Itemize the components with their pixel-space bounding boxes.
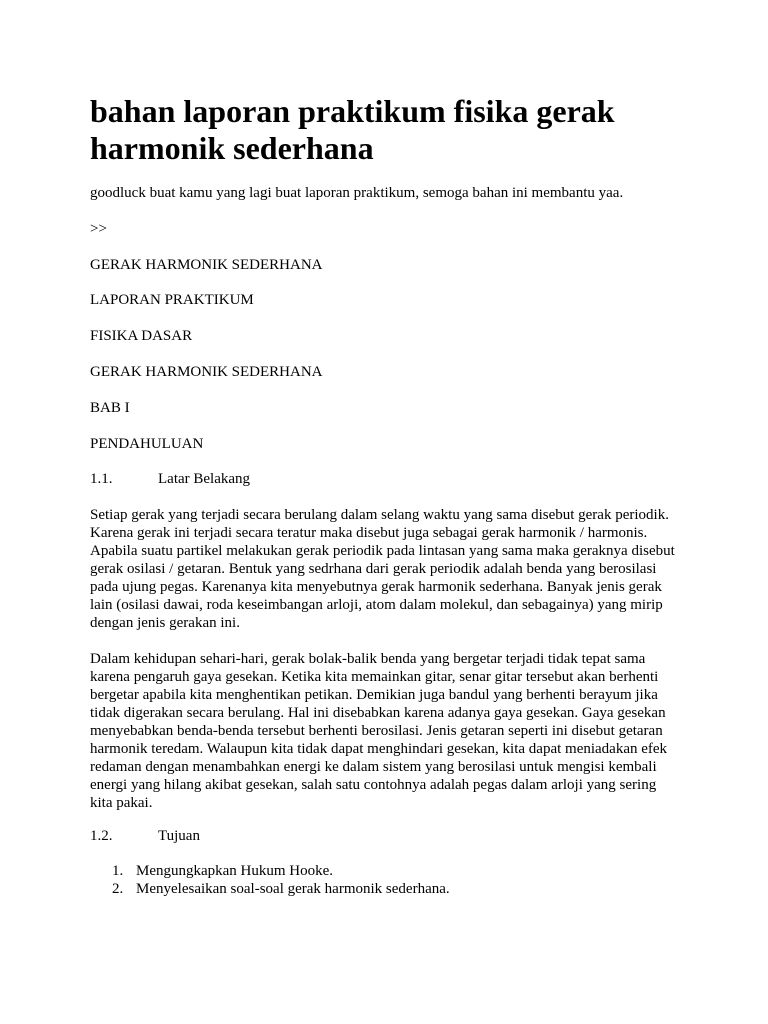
list-text: Mengungkapkan Hukum Hooke. bbox=[136, 863, 334, 879]
paragraph-latar-belakang bbox=[90, 506, 680, 632]
paragraph-line: energi yang hilang akibat gesekan, salah satu contohnya adalah pegas dalam arloji yang sering bbox=[90, 777, 657, 793]
list-number: 2. bbox=[112, 881, 124, 897]
paragraph-line: Dalam kehidupan sehari-hari, gerak bolak-balik benda yang bergetar terjadi tidak tepat sama bbox=[90, 651, 646, 667]
paragraph-line: lain (osilasi dawai, roda keseimbangan arloji, atom dalam molekul, dan sebagainya) yang mirip bbox=[90, 597, 663, 613]
heading-pendahuluan: PENDAHULUAN bbox=[90, 436, 204, 452]
paragraph-line: menyebabkan benda-benda tersebut berhenti berosilasi. Jenis getaran seperti ini disebut getaran bbox=[90, 723, 663, 739]
list-item bbox=[112, 862, 450, 880]
arrow-marker: >> bbox=[90, 221, 107, 237]
heading-laporan-praktikum: LAPORAN PRAKTIKUM bbox=[90, 292, 254, 308]
paragraph-line: Setiap gerak yang terjadi secara berulang dalam selang waktu yang sama disebut gerak periodik. bbox=[90, 507, 669, 523]
section-label: Latar Belakang bbox=[158, 471, 251, 487]
heading-fisika-dasar: FISIKA DASAR bbox=[90, 328, 193, 344]
heading-bab: BAB I bbox=[90, 400, 130, 416]
section-number: 1.2. bbox=[90, 828, 113, 844]
paragraph-line: pada ujung pegas. Karenanya kita menyebutnya gerak harmonik sederhana. Banyak jenis gerak bbox=[90, 579, 662, 595]
paragraph-line: dengan jenis gerakan ini. bbox=[90, 615, 240, 631]
paragraph-line: redaman dengan menambahkan energi ke dalam sistem yang berosilasi untuk mengisi kembali bbox=[90, 759, 657, 775]
heading-gerak-harmonik: GERAK HARMONIK SEDERHANA bbox=[90, 257, 323, 273]
paragraph-line: harmonik teredam. Walaupun kita tidak dapat menghindari gesekan, kita dapat meniadakan efek bbox=[90, 741, 668, 757]
section-heading-latar-belakang bbox=[90, 470, 250, 488]
paragraph-line: karena pengaruh gaya gesekan. Ketika kita memainkan gitar, senar gitar tersebut akan berhenti bbox=[90, 669, 659, 685]
list-item bbox=[112, 880, 450, 898]
paragraph-line: tidak digerakan secara berulang. Hal ini disebabkan karena adanya gaya gesekan. Gaya gesekan bbox=[90, 705, 666, 721]
paragraph-line: kita pakai. bbox=[90, 795, 153, 811]
intro-text: goodluck buat kamu yang lagi buat laporan praktikum, semoga bahan ini membantu yaa. bbox=[90, 185, 624, 201]
paragraph-line: Karena gerak ini terjadi secara teratur maka disebut juga sebagai gerak harmonik / harmonis. bbox=[90, 525, 648, 541]
section-label: Tujuan bbox=[158, 828, 200, 844]
document-title: bahan laporan praktikum fisika gerak harmonik sederhana bbox=[90, 93, 615, 166]
heading-gerak-harmonik-2: GERAK HARMONIK SEDERHANA bbox=[90, 364, 323, 380]
paragraph-line: bergetar apabila kita menghentikan petikan. Demikian juga bandul yang berhenti berayum jika bbox=[90, 687, 658, 703]
list-text: Menyelesaikan soal-soal gerak harmonik sederhana. bbox=[136, 881, 450, 897]
paragraph-kehidupan bbox=[90, 650, 680, 812]
section-heading-tujuan bbox=[90, 827, 200, 845]
goals-list bbox=[112, 862, 450, 898]
section-number: 1.1. bbox=[90, 471, 113, 487]
paragraph-line: Apabila suatu partikel melakukan gerak periodik pada lintasan yang sama maka geraknya disebut bbox=[90, 543, 675, 559]
list-number: 1. bbox=[112, 863, 124, 879]
paragraph-line: gerak osilasi / getaran. Bentuk yang sedrhana dari gerak periodik adalah benda yang berosilasi bbox=[90, 561, 657, 577]
